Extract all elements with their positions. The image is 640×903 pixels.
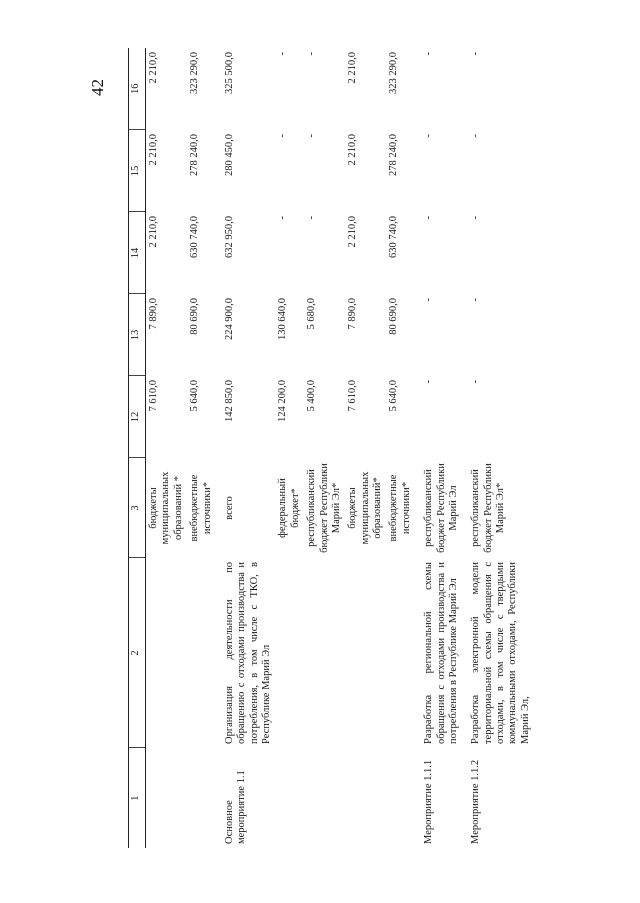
value-cell-15: - [306,134,318,138]
table-row [146,48,188,848]
value-cell-14: - [277,216,289,220]
value-cell-13: 7 890,0 [347,298,359,330]
table-row [275,48,304,848]
value-cell-15: 278 240,0 [388,134,400,176]
value-cell-15: - [277,134,289,138]
budget-table [128,48,534,848]
funding-source-cell: республиканский бюджет Республики Марий Эл* [470,463,506,553]
value-cell-16: 2 210,0 [347,52,359,84]
funding-source-cell: республиканский бюджет Республики Марий Эл [423,463,459,553]
funding-source-cell: внебюджетные источники* [189,474,213,542]
measure-name-cell [386,558,415,748]
value-cell-13: 224 900,0 [223,298,235,340]
value-cell-16: 323 290,0 [388,52,400,94]
funding-source-cell: всего [223,496,235,520]
value-cell-14: 632 950,0 [223,216,235,258]
value-cell-13: 5 680,0 [306,298,318,330]
value-cell-12: - [423,380,435,384]
value-cell-14: 2 210,0 [347,216,359,248]
column-header: 16 [129,48,146,130]
event-cell [187,748,216,848]
event-cell [304,748,345,848]
value-cell-13: 80 690,0 [189,298,201,335]
value-cell-16: - [277,52,289,56]
table-row [187,48,216,848]
funding-source-cell: внебюджетные источники* [388,474,412,542]
value-cell-12: 124 200,0 [277,380,289,422]
value-cell-16: 323 290,0 [189,52,201,94]
value-cell-13: 130 640,0 [277,298,289,340]
value-cell-15: - [423,134,435,138]
measure-name-cell: Организация деятельности по обращению с отходами производства и потребления, в том числе с ТКО, в Республике Марий Эл [223,562,272,744]
value-cell-12: 5 640,0 [388,380,400,412]
measure-name-cell [304,558,345,748]
table-row [304,48,345,848]
measure-name-cell [146,558,188,748]
event-cell [275,748,304,848]
value-cell-14: - [470,216,482,220]
value-cell-14: - [306,216,318,220]
event-cell: Основное мероприятие 1.1 [223,770,248,844]
column-header: 1 [129,748,146,848]
value-cell-15: 2 210,0 [347,134,359,166]
column-header: 2 [129,558,146,748]
event-cell [345,748,386,848]
table-body [146,48,535,848]
event-cell [386,748,415,848]
column-header: 15 [129,130,146,212]
value-cell-16: 2 210,0 [148,52,159,84]
value-cell-12: 7 610,0 [347,380,359,412]
value-cell-16: - [470,52,482,56]
table-row [345,48,386,848]
value-cell-16: - [423,52,435,56]
value-cell-16: - [306,52,318,56]
table-row [468,48,534,848]
value-cell-13: - [423,298,435,302]
measure-name-cell [345,558,386,748]
rotated-table-wrapper [128,48,618,848]
funding-source-cell: бюджеты муниципальных образований * [148,471,184,545]
table-row [222,48,276,848]
value-cell-15: 280 450,0 [223,134,235,176]
column-header: 3 [129,458,146,558]
event-cell: Мероприятие 1.1.1 [423,759,435,844]
measure-name-cell: Разработка региональной схемы обращения с отходами производства и потребления в Республике Марий Эл [423,562,459,744]
value-cell-13: - [470,298,482,302]
value-cell-12: 7 610,0 [148,380,159,412]
column-header: 14 [129,212,146,294]
table-row [386,48,415,848]
value-cell-14: 630 740,0 [388,216,400,258]
event-cell [146,748,188,848]
funding-source-cell: федеральный бюджет* [277,478,301,538]
table-header-row [129,48,146,848]
value-cell-12: 5 640,0 [189,380,201,412]
funding-source-cell: республиканский бюджет Республики Марий Эл* [306,463,342,553]
column-header: 13 [129,294,146,376]
value-cell-15: 2 210,0 [148,134,159,166]
event-cell: Мероприятие 1.1.2 [470,759,482,844]
value-cell-13: 7 890,0 [148,298,159,330]
value-cell-14: 2 210,0 [148,216,159,248]
measure-name-cell: Разработка электронной модели территориальной схемы обращения с отходами, в том числе с твердыми коммунальными отходами, Республики Марий Эл, [470,562,531,744]
value-cell-13: 80 690,0 [388,298,400,335]
value-cell-12: - [470,380,482,384]
value-cell-12: 5 400,0 [306,380,318,412]
page-number: 42 [88,79,107,96]
value-cell-15: 278 240,0 [189,134,201,176]
value-cell-12: 142 850,0 [223,380,235,422]
value-cell-14: - [423,216,435,220]
value-cell-16: 325 500,0 [223,52,235,94]
column-header: 12 [129,376,146,458]
table-row [421,48,462,848]
measure-name-cell [275,558,304,748]
value-cell-14: 630 740,0 [189,216,201,258]
measure-name-cell [187,558,216,748]
value-cell-15: - [470,134,482,138]
funding-source-cell: бюджеты муниципальных образований* [347,471,383,545]
